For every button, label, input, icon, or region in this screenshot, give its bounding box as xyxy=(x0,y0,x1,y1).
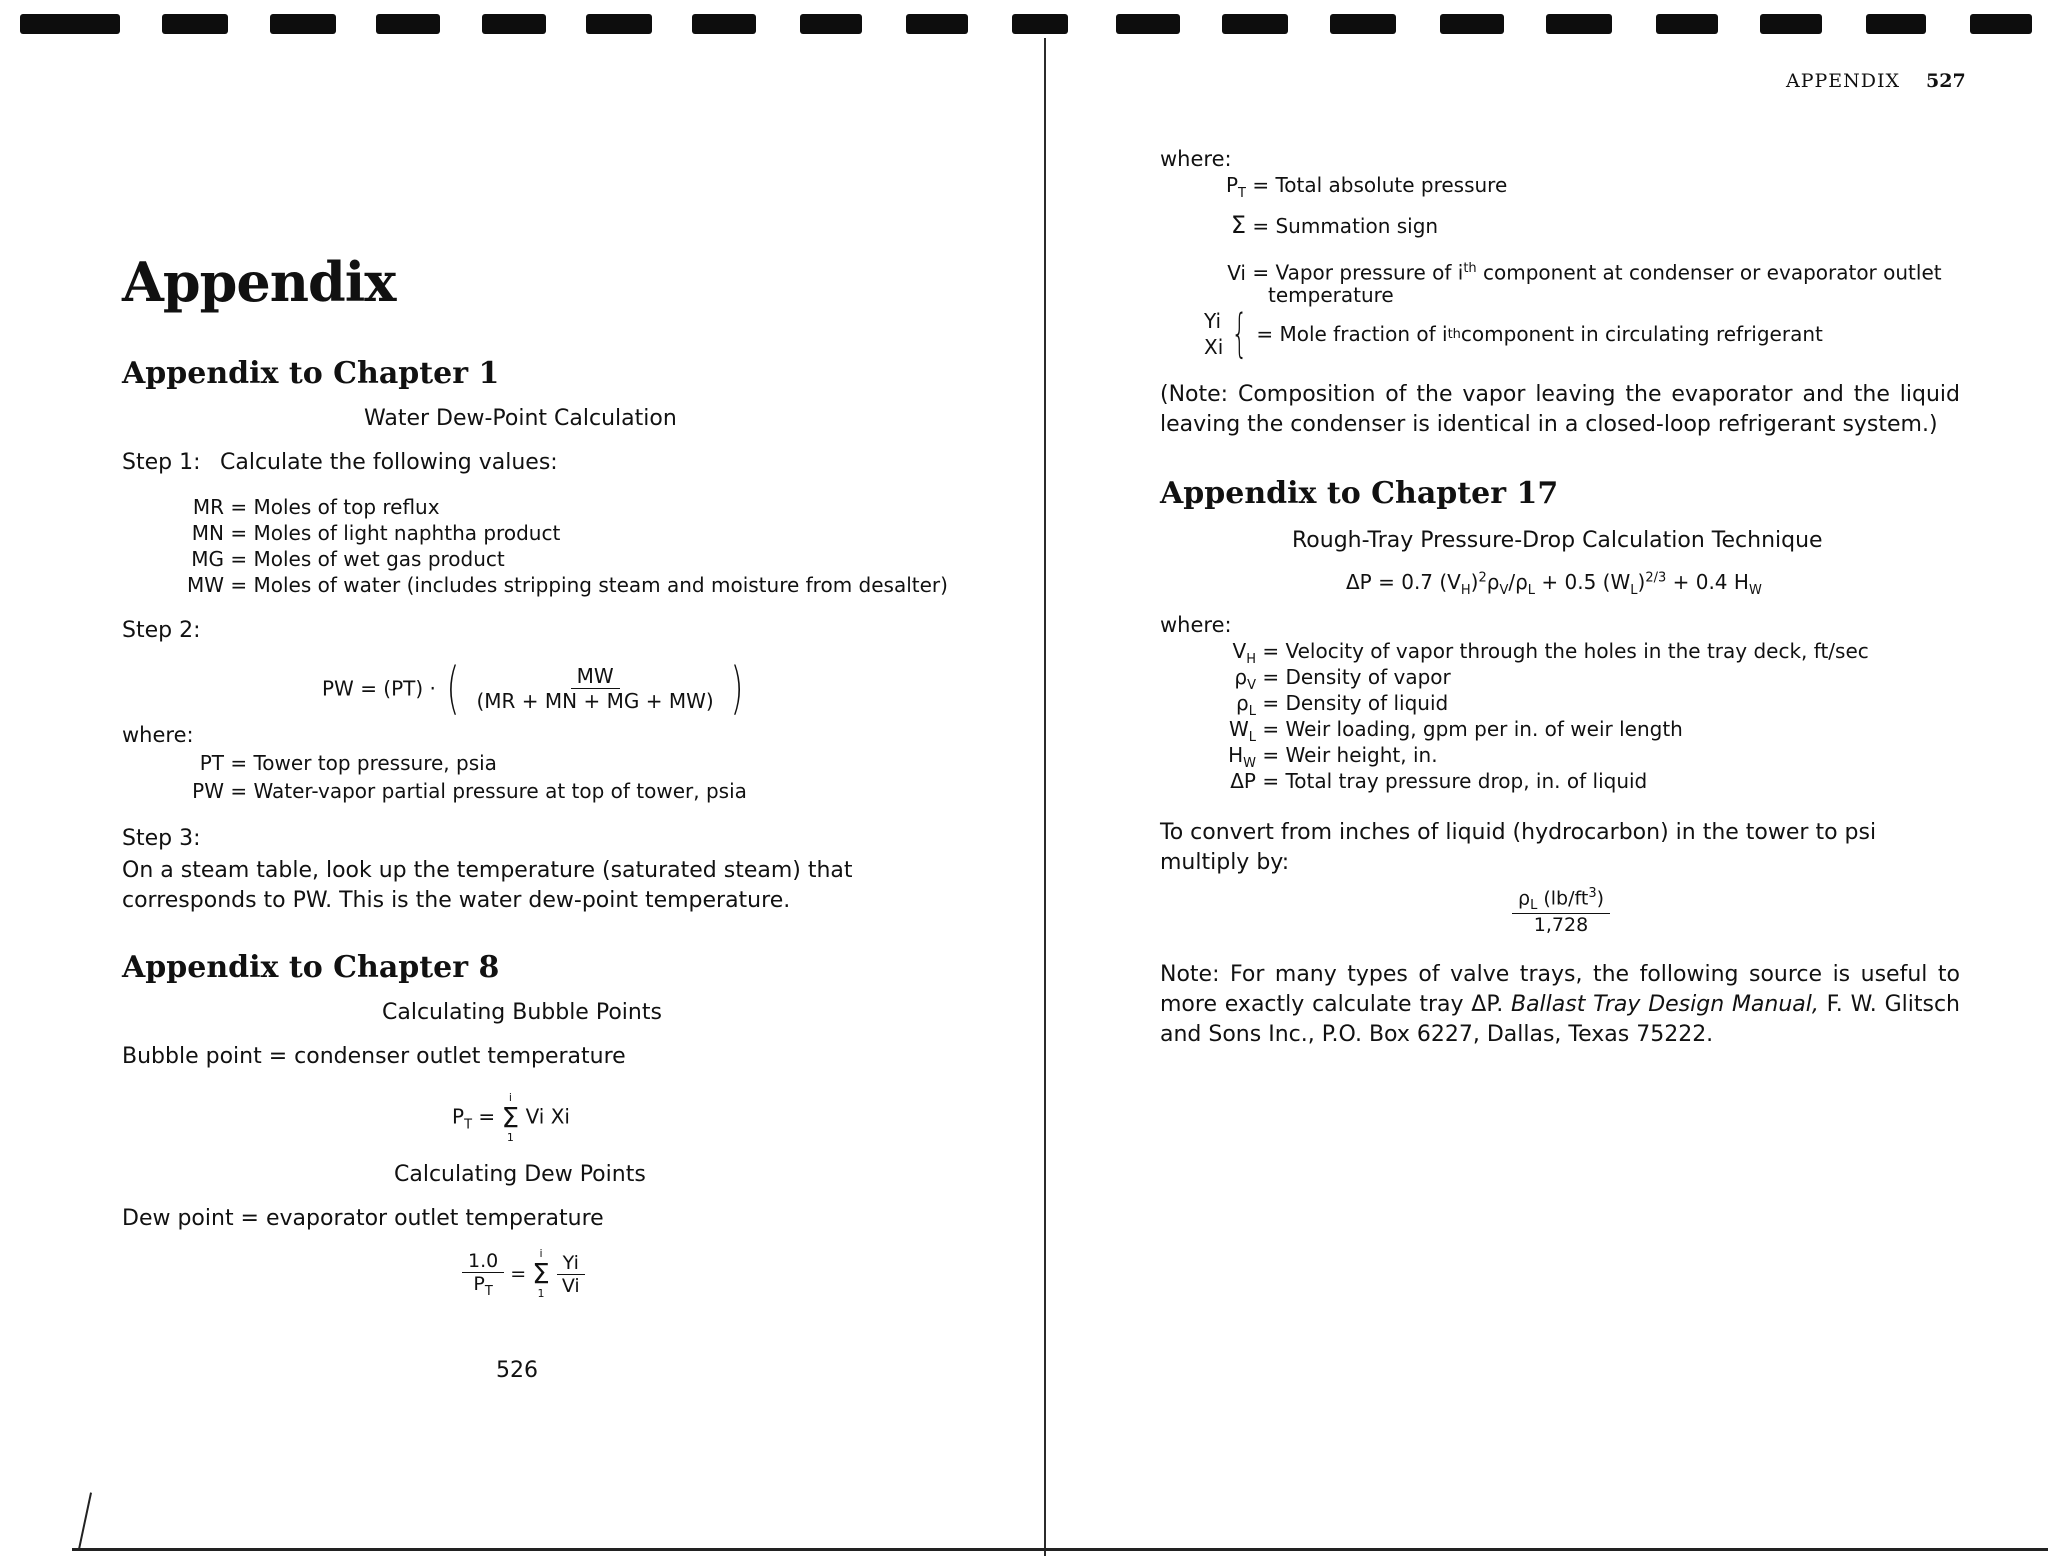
symbol-yi: Yi xyxy=(1204,309,1222,333)
yi-xi-symbols xyxy=(1204,308,1223,360)
superscript: 3 xyxy=(1588,886,1597,901)
binding-hole xyxy=(1222,14,1288,34)
page-corner-mark xyxy=(78,1492,92,1549)
def-text: = Vapor pressure of i xyxy=(1252,260,1464,285)
symbol-main: ρ xyxy=(1518,887,1531,910)
binding-hole xyxy=(1116,14,1180,34)
step1-label: Step 1: xyxy=(122,450,201,475)
step3-label: Step 3: xyxy=(122,826,201,851)
conversion-fraction xyxy=(1512,886,1610,936)
chapter-8-heading: Appendix to Chapter 8 xyxy=(122,950,500,985)
sigma-upper: i xyxy=(508,1091,512,1104)
page-number-right: 527 xyxy=(1926,70,1966,92)
binding-hole xyxy=(376,14,440,34)
binding-hole xyxy=(162,14,228,34)
def-text: = Tower top pressure, psia xyxy=(230,751,497,775)
sigma-upper: i xyxy=(539,1247,543,1260)
binding-hole xyxy=(20,14,120,34)
eq-subscript: T xyxy=(464,1117,473,1133)
formula-lhs: PW = (PT) · xyxy=(322,676,436,701)
fraction-numerator: Yi xyxy=(557,1252,585,1275)
symbol-main: P xyxy=(1225,173,1239,197)
def-text: = Summation sign xyxy=(1252,214,1439,238)
def-symbol: MN xyxy=(191,521,224,545)
symbol-main: Vi xyxy=(1227,260,1246,285)
fraction-denominator: Vi xyxy=(561,1274,580,1297)
binding-hole xyxy=(1760,14,1822,34)
def-text: = Velocity of vapor through the holes in the tray deck, ft/sec xyxy=(1262,639,1869,663)
page-spine xyxy=(1044,38,1046,1556)
def-symbol: PT xyxy=(199,751,224,775)
dew-point-line: Dew point = evaporator outlet temperature xyxy=(122,1206,604,1231)
def-symbol xyxy=(1200,212,1246,239)
where-label: where: xyxy=(122,723,194,747)
def-text: = Weir loading, gpm per in. of weir length xyxy=(1262,717,1683,741)
conversion-text: To convert from inches of liquid (hydrocarbon) in the tower to psi multiply by: xyxy=(1160,820,1877,875)
symbol-subscript: H xyxy=(1246,652,1256,667)
binding-hole xyxy=(1866,14,1926,34)
binding-hole xyxy=(270,14,336,34)
def-text: = Moles of top reflux xyxy=(230,495,440,519)
chapter-1-heading: Appendix to Chapter 1 xyxy=(122,356,500,391)
step3-text: On a steam table, look up the temperature (saturated steam) that corresponds to PW. This is the water dew-point temperature. xyxy=(122,858,853,913)
def-text: = Density of vapor xyxy=(1262,665,1451,689)
def-text: = Moles of wet gas product xyxy=(230,547,505,571)
binding-hole xyxy=(1330,14,1396,34)
symbol-main: ΔP xyxy=(1230,769,1256,793)
manual-title: Ballast Tray Design Manual, xyxy=(1510,992,1819,1017)
symbol-main: H xyxy=(1228,743,1244,767)
bubble-point-equation xyxy=(452,1092,570,1144)
def-symbol: PW xyxy=(192,779,224,803)
pressure-drop-formula: ΔP = 0.7 $(V_H)^2\rho_V/\rho_L + 0.5$ $(W_L)^{2/3} + 0.4$ $H_W$ xyxy=(1346,570,1762,598)
eq-subscript: T xyxy=(484,1283,493,1299)
def-text: = Density of liquid xyxy=(1262,691,1449,715)
binding-hole xyxy=(586,14,652,34)
symbol-xi: Xi xyxy=(1204,335,1224,359)
unit-text: (lb/ft xyxy=(1537,887,1589,910)
bottom-edge xyxy=(72,1548,2048,1551)
sigma-lower: 1 xyxy=(537,1287,545,1300)
binding-hole xyxy=(800,14,862,34)
def-text: component at condenser or evaporator outlet xyxy=(1476,260,1942,285)
summation-icon: Σ xyxy=(1230,211,1246,239)
binding-hole xyxy=(1012,14,1068,34)
equals-sign: = xyxy=(510,1263,527,1285)
fraction-numerator xyxy=(1512,886,1610,914)
def-text: = Weir height, in. xyxy=(1262,743,1438,767)
def-symbol xyxy=(1200,260,1246,286)
fraction-denominator xyxy=(467,1273,498,1299)
closed-loop-note: (Note: Composition of the vapor leaving the evaporator and the liquid leaving the condenser is identical in a closed-loop refrigerant system.) xyxy=(1160,382,1960,437)
summation-icon: i Σ 1 xyxy=(501,1091,520,1144)
binding-hole xyxy=(692,14,756,34)
eq-rhs: Vi Xi xyxy=(525,1104,570,1129)
formula-start: ΔP = 0.7 (V xyxy=(1346,570,1461,594)
fraction-denominator: 1,728 xyxy=(1533,914,1589,937)
symbol-main: V xyxy=(1232,639,1247,663)
running-header: APPENDIX xyxy=(1786,70,1901,92)
def-text: = Total tray pressure drop, in. of liquid xyxy=(1262,769,1648,793)
symbol-main: ρ xyxy=(1234,665,1248,689)
page-title: Appendix xyxy=(122,250,396,314)
def-text: = Total absolute pressure xyxy=(1252,173,1508,197)
page-number-left: 526 xyxy=(496,1358,538,1383)
equals-sign: = xyxy=(478,1104,496,1129)
def-text: = Mole fraction of i xyxy=(1256,322,1448,346)
step2-label: Step 2: xyxy=(122,618,201,643)
valve-tray-note xyxy=(1160,960,1960,1050)
def-text: = Moles of water (includes stripping steam and moisture from desalter) xyxy=(230,573,948,597)
symbol-subscript: W xyxy=(1243,756,1256,771)
step1-text: Calculate the following values: xyxy=(220,450,558,475)
def-symbol xyxy=(1196,768,1256,803)
binding-hole xyxy=(906,14,968,34)
binding-hole xyxy=(1656,14,1718,34)
ch8-subheading-bubble: Calculating Bubble Points xyxy=(382,1000,662,1025)
fraction xyxy=(462,1250,504,1299)
water-partial-pressure-formula xyxy=(322,656,748,721)
def-continuation: temperature xyxy=(1268,283,1394,307)
fraction-numerator: 1.0 xyxy=(462,1250,504,1273)
eq-symbol: P xyxy=(473,1272,485,1295)
brace-icon: { xyxy=(1231,304,1249,364)
symbol-subscript: L xyxy=(1248,730,1256,745)
superscript: th xyxy=(1447,326,1461,342)
def-symbol: MW xyxy=(186,573,224,597)
summation-icon: i Σ 1 xyxy=(532,1247,550,1300)
symbol-subscript: L xyxy=(1248,704,1256,719)
note-text: Note: For many types of valve trays, the following source is useful to more exactly calculate tray ΔP. xyxy=(1160,962,1960,1017)
bubble-point-line: Bubble point = condenser outlet temperature xyxy=(122,1044,626,1069)
ch17-subheading: Rough-Tray Pressure-Drop Calculation Technique xyxy=(1292,528,1823,553)
symbol-subscript: V xyxy=(1247,678,1256,693)
chapter-17-heading: Appendix to Chapter 17 xyxy=(1160,476,1559,511)
symbol-subscript: L xyxy=(1530,898,1538,914)
where-label: where: xyxy=(1160,147,1232,171)
def-symbol xyxy=(1200,172,1246,207)
binding-hole xyxy=(1970,14,2032,34)
binding-hole xyxy=(1440,14,1504,34)
symbol-main: ρ xyxy=(1236,691,1249,715)
ch8-subheading-dew: Calculating Dew Points xyxy=(394,1162,646,1187)
fraction xyxy=(556,1252,586,1297)
def-text: component in circulating refrigerant xyxy=(1460,322,1823,346)
def-text: = Water-vapor partial pressure at top of tower, psia xyxy=(230,779,747,803)
fraction xyxy=(470,664,719,713)
mole-fraction-def xyxy=(1204,304,1823,364)
def-text: = Moles of light naphtha product xyxy=(230,521,561,545)
unit-text: ) xyxy=(1596,887,1605,910)
symbol-subscript: T xyxy=(1238,186,1246,201)
def-symbol: MR xyxy=(192,495,224,519)
symbol-main: W xyxy=(1228,717,1249,741)
fraction-denominator: (MR + MN + MG + MW) xyxy=(476,689,714,713)
dew-point-equation xyxy=(462,1248,586,1300)
note-text: F. W. Glitsch and Sons Inc., P.O. Box 6227, Dallas, Texas 75222. xyxy=(1160,992,1960,1047)
fraction xyxy=(1512,886,1610,936)
superscript: th xyxy=(1463,261,1477,276)
binding-hole xyxy=(1546,14,1612,34)
left-paren: ( xyxy=(446,656,460,721)
sigma-lower: 1 xyxy=(506,1131,514,1144)
ch1-subheading: Water Dew-Point Calculation xyxy=(364,406,677,431)
eq-symbol: P xyxy=(452,1104,465,1129)
def-symbol: MG xyxy=(191,547,224,571)
right-paren: ) xyxy=(730,656,744,721)
fraction-numerator: MW xyxy=(571,664,620,689)
where-label: where: xyxy=(1160,613,1232,637)
binding-hole xyxy=(482,14,546,34)
